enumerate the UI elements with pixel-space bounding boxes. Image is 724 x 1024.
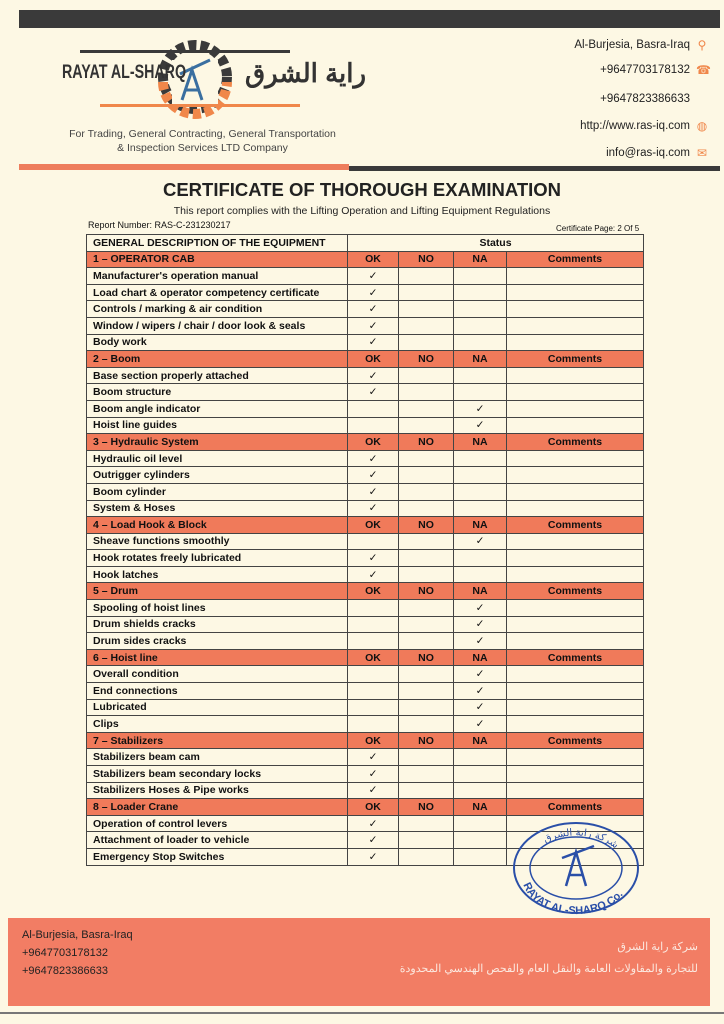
status-cell-na: [454, 367, 507, 384]
footer-ar-line1: شركة راية الشرق: [617, 941, 698, 953]
status-cell-no: [399, 317, 454, 334]
phone1-text: +9647703178132: [600, 64, 690, 76]
column-header-no: NO: [399, 251, 454, 268]
comments-cell: [507, 683, 644, 700]
footer-ar-line2: للتجارة والمقاولات العامة والنقل العام والفحص الهندسي المحدودة: [399, 963, 698, 975]
status-cell-no: [399, 699, 454, 716]
table-row: [87, 699, 644, 716]
check-mark-icon: ✓: [348, 301, 399, 318]
address-text: Al-Burjesia, Basra-Iraq: [574, 39, 690, 51]
check-mark-icon: ✓: [454, 616, 507, 633]
status-cell-no: [399, 749, 454, 766]
column-header-no: NO: [399, 351, 454, 368]
check-mark-icon: ✓: [454, 716, 507, 733]
check-mark-icon: ✓: [348, 815, 399, 832]
item-label: Load chart & operator competency certificate: [87, 284, 348, 301]
comments-cell: [507, 666, 644, 683]
table-row: [87, 749, 644, 766]
check-mark-icon: ✓: [348, 848, 399, 865]
comments-cell: [507, 450, 644, 467]
check-mark-icon: ✓: [348, 483, 399, 500]
status-cell-no: [399, 633, 454, 650]
check-mark-icon: ✓: [348, 384, 399, 401]
table-row: [87, 550, 644, 567]
tagline-line1: For Trading, General Contracting, General Transportation: [69, 128, 336, 140]
item-label: Hook latches: [87, 566, 348, 583]
divider-orange: [19, 164, 349, 170]
contact-email[interactable]: [606, 147, 708, 159]
section-title: 7 – Stabilizers: [87, 732, 348, 749]
column-header-ok: OK: [348, 583, 399, 600]
table-row: [87, 683, 644, 700]
comments-cell: [507, 716, 644, 733]
section-header-row: [87, 351, 644, 368]
location-pin-icon: ⚲: [697, 38, 707, 52]
company-stamp: [512, 820, 640, 916]
column-header-na: NA: [454, 351, 507, 368]
comments-cell: [507, 616, 644, 633]
status-cell-na: [454, 566, 507, 583]
item-label: Boom structure: [87, 384, 348, 401]
comments-cell: [507, 301, 644, 318]
status-cell-ok: [348, 699, 399, 716]
status-cell-no: [399, 367, 454, 384]
item-label: Hook rotates freely lubricated: [87, 550, 348, 567]
globe-icon: ◍: [696, 119, 708, 133]
status-cell-no: [399, 284, 454, 301]
contact-phone2: [600, 93, 690, 105]
table-row: [87, 666, 644, 683]
check-mark-icon: ✓: [454, 533, 507, 550]
column-header-no: NO: [399, 799, 454, 816]
table-row: [87, 566, 644, 583]
check-mark-icon: ✓: [348, 284, 399, 301]
divider-dark: [349, 166, 720, 171]
section-title: 1 – OPERATOR CAB: [87, 251, 348, 268]
table-row: [87, 766, 644, 783]
tagline-line2: & Inspection Services LTD Company: [117, 142, 288, 154]
status-cell-no: [399, 334, 454, 351]
item-label: Attachment of loader to vehicle: [87, 832, 348, 849]
section-title: 8 – Loader Crane: [87, 799, 348, 816]
comments-cell: [507, 467, 644, 484]
status-cell-no: [399, 815, 454, 832]
header-bar: [19, 10, 720, 28]
section-header-row: [87, 434, 644, 451]
status-cell-na: [454, 467, 507, 484]
status-cell-no: [399, 268, 454, 285]
status-cell-no: [399, 384, 454, 401]
status-cell-na: [454, 334, 507, 351]
desc-header: GENERAL DESCRIPTION OF THE EQUIPMENT: [87, 235, 348, 252]
column-header-comments: Comments: [507, 583, 644, 600]
check-mark-icon: ✓: [348, 450, 399, 467]
column-header-ok: OK: [348, 649, 399, 666]
email-link[interactable]: info@ras-iq.com: [606, 147, 690, 159]
section-title: 6 – Hoist line: [87, 649, 348, 666]
status-cell-ok: [348, 600, 399, 617]
section-header-row: [87, 799, 644, 816]
item-label: Boom cylinder: [87, 483, 348, 500]
column-header-no: NO: [399, 649, 454, 666]
column-header-na: NA: [454, 434, 507, 451]
company-tagline: [50, 127, 355, 155]
check-mark-icon: ✓: [348, 500, 399, 517]
logo-text-ar: راية الشرق: [245, 58, 367, 88]
table-row: [87, 782, 644, 799]
check-mark-icon: ✓: [348, 550, 399, 567]
comments-cell: [507, 782, 644, 799]
comments-cell: [507, 367, 644, 384]
check-mark-icon: ✓: [348, 782, 399, 799]
item-label: Window / wipers / chair / door look & seals: [87, 317, 348, 334]
column-header-ok: OK: [348, 732, 399, 749]
status-cell-na: [454, 500, 507, 517]
table-row: [87, 533, 644, 550]
table-row: [87, 301, 644, 318]
table-row: [87, 633, 644, 650]
column-header-no: NO: [399, 732, 454, 749]
status-cell-no: [399, 666, 454, 683]
footer-arabic: [400, 936, 698, 980]
column-header-no: NO: [399, 434, 454, 451]
status-cell-no: [399, 566, 454, 583]
item-label: Drum sides cracks: [87, 633, 348, 650]
item-label: Lubricated: [87, 699, 348, 716]
status-cell-no: [399, 782, 454, 799]
item-label: Clips: [87, 716, 348, 733]
examination-table: [86, 234, 644, 866]
status-cell-ok: [348, 417, 399, 434]
comments-cell: [507, 699, 644, 716]
footer-address: Al-Burjesia, Basra-Iraq: [22, 929, 133, 941]
status-cell-ok: [348, 533, 399, 550]
stamp-text-ar: شركة راية الشرق: [541, 827, 621, 852]
table-row: [87, 467, 644, 484]
mail-icon: ✉: [696, 146, 708, 160]
section-title: 5 – Drum: [87, 583, 348, 600]
column-header-ok: OK: [348, 351, 399, 368]
phone-icon: ☎: [696, 63, 711, 77]
status-cell-ok: [348, 666, 399, 683]
comments-cell: [507, 749, 644, 766]
status-cell-no: [399, 500, 454, 517]
status-cell-na: [454, 766, 507, 783]
column-header-no: NO: [399, 517, 454, 534]
item-label: Stabilizers Hoses & Pipe works: [87, 782, 348, 799]
item-label: Operation of control levers: [87, 815, 348, 832]
check-mark-icon: ✓: [454, 666, 507, 683]
status-cell-na: [454, 749, 507, 766]
logo-text-en: RAYAT AL-SHARQ: [62, 62, 187, 83]
item-label: End connections: [87, 683, 348, 700]
contact-website[interactable]: [580, 120, 708, 132]
check-mark-icon: ✓: [348, 334, 399, 351]
section-header-row: [87, 583, 644, 600]
comments-cell: [507, 384, 644, 401]
contact-address: [574, 39, 708, 51]
status-cell-ok: [348, 400, 399, 417]
status-cell-no: [399, 550, 454, 567]
item-label: Stabilizers beam cam: [87, 749, 348, 766]
comments-cell: [507, 317, 644, 334]
status-cell-no: [399, 301, 454, 318]
check-mark-icon: ✓: [454, 400, 507, 417]
status-cell-na: [454, 450, 507, 467]
item-label: System & Hoses: [87, 500, 348, 517]
status-cell-no: [399, 616, 454, 633]
check-mark-icon: ✓: [454, 600, 507, 617]
item-label: Sheave functions smoothly: [87, 533, 348, 550]
check-mark-icon: ✓: [348, 566, 399, 583]
item-label: Controls / marking & air condition: [87, 301, 348, 318]
section-title: 4 – Load Hook & Block: [87, 517, 348, 534]
stamp-text: RAYAT AL-SHARQ Co.: [520, 880, 626, 916]
table-row: [87, 367, 644, 384]
item-label: Hoist line guides: [87, 417, 348, 434]
column-header-na: NA: [454, 649, 507, 666]
comments-cell: [507, 766, 644, 783]
comments-cell: [507, 566, 644, 583]
column-header-no: NO: [399, 583, 454, 600]
check-mark-icon: ✓: [454, 699, 507, 716]
comments-cell: [507, 633, 644, 650]
column-header-comments: Comments: [507, 517, 644, 534]
table-row: [87, 400, 644, 417]
comments-cell: [507, 550, 644, 567]
status-cell-no: [399, 766, 454, 783]
check-mark-icon: ✓: [348, 367, 399, 384]
table-row: [87, 317, 644, 334]
section-header-row: [87, 251, 644, 268]
check-mark-icon: ✓: [348, 832, 399, 849]
column-header-comments: Comments: [507, 251, 644, 268]
status-cell-ok: [348, 683, 399, 700]
column-header-comments: Comments: [507, 799, 644, 816]
comments-cell: [507, 483, 644, 500]
footer-phone2: +9647823386633: [22, 965, 108, 977]
item-label: Boom angle indicator: [87, 400, 348, 417]
item-label: Manufacturer's operation manual: [87, 268, 348, 285]
table-header-row: [87, 235, 644, 252]
status-cell-no: [399, 716, 454, 733]
status-cell-na: [454, 268, 507, 285]
comments-cell: [507, 334, 644, 351]
comments-cell: [507, 268, 644, 285]
section-header-row: [87, 517, 644, 534]
status-cell-na: [454, 301, 507, 318]
check-mark-icon: ✓: [348, 766, 399, 783]
column-header-comments: Comments: [507, 434, 644, 451]
document-subtitle: This report complies with the Lifting Operation and Lifting Equipment Regulations: [173, 205, 551, 217]
comments-cell: [507, 417, 644, 434]
item-label: Hydraulic oil level: [87, 450, 348, 467]
section-title: 3 – Hydraulic System: [87, 434, 348, 451]
column-header-ok: OK: [348, 251, 399, 268]
table-row: [87, 483, 644, 500]
check-mark-icon: ✓: [348, 268, 399, 285]
table-row: [87, 600, 644, 617]
item-label: Body work: [87, 334, 348, 351]
column-header-na: NA: [454, 251, 507, 268]
item-label: Base section properly attached: [87, 367, 348, 384]
item-label: Stabilizers beam secondary locks: [87, 766, 348, 783]
check-mark-icon: ✓: [348, 317, 399, 334]
status-cell-na: [454, 782, 507, 799]
comments-cell: [507, 600, 644, 617]
column-header-comments: Comments: [507, 649, 644, 666]
status-cell-no: [399, 848, 454, 865]
item-label: Outrigger cylinders: [87, 467, 348, 484]
table-row: [87, 284, 644, 301]
footer-contacts: [22, 926, 133, 980]
status-cell-na: [454, 483, 507, 500]
section-header-row: [87, 649, 644, 666]
status-cell-ok: [348, 633, 399, 650]
check-mark-icon: ✓: [454, 683, 507, 700]
comments-cell: [507, 284, 644, 301]
comments-cell: [507, 400, 644, 417]
check-mark-icon: ✓: [454, 633, 507, 650]
status-cell-na: [454, 832, 507, 849]
table-row: [87, 616, 644, 633]
table-row: [87, 417, 644, 434]
status-cell-na: [454, 550, 507, 567]
comments-cell: [507, 500, 644, 517]
document-title: CERTIFICATE OF THOROUGH EXAMINATION: [162, 179, 562, 200]
column-header-comments: Comments: [507, 732, 644, 749]
check-mark-icon: ✓: [348, 467, 399, 484]
footer-phone1: +9647703178132: [22, 947, 108, 959]
column-header-ok: OK: [348, 799, 399, 816]
status-cell-no: [399, 450, 454, 467]
status-cell-ok: [348, 716, 399, 733]
report-number: Report Number: RAS-C-231230217: [88, 220, 231, 230]
column-header-na: NA: [454, 583, 507, 600]
table-row: [87, 450, 644, 467]
column-header-na: NA: [454, 799, 507, 816]
footer-band: [8, 918, 710, 1006]
table-row: [87, 500, 644, 517]
comments-cell: [507, 533, 644, 550]
check-mark-icon: ✓: [454, 417, 507, 434]
status-cell-no: [399, 467, 454, 484]
column-header-ok: OK: [348, 434, 399, 451]
table-row: [87, 716, 644, 733]
table-row: [87, 384, 644, 401]
column-header-na: NA: [454, 517, 507, 534]
status-cell-no: [399, 683, 454, 700]
status-cell-no: [399, 400, 454, 417]
status-cell-no: [399, 533, 454, 550]
table-row: [87, 268, 644, 285]
status-cell-na: [454, 384, 507, 401]
item-label: Overall condition: [87, 666, 348, 683]
status-cell-no: [399, 483, 454, 500]
section-title: 2 – Boom: [87, 351, 348, 368]
status-cell-no: [399, 832, 454, 849]
phone2-text: +9647823386633: [600, 93, 690, 105]
section-header-row: [87, 732, 644, 749]
status-header: Status: [348, 235, 644, 252]
certificate-page: Certificate Page: 2 Of 5: [556, 224, 640, 233]
website-link[interactable]: http://www.ras-iq.com: [580, 120, 690, 132]
status-cell-na: [454, 317, 507, 334]
item-label: Drum shields cracks: [87, 616, 348, 633]
status-cell-na: [454, 815, 507, 832]
column-header-na: NA: [454, 732, 507, 749]
table-row: [87, 334, 644, 351]
check-mark-icon: ✓: [348, 749, 399, 766]
item-label: Emergency Stop Switches: [87, 848, 348, 865]
item-label: Spooling of hoist lines: [87, 600, 348, 617]
svg-text:شركة راية الشرق: [542, 827, 620, 851]
status-cell-na: [454, 284, 507, 301]
status-cell-ok: [348, 616, 399, 633]
bottom-rule: [0, 1012, 724, 1014]
status-cell-no: [399, 600, 454, 617]
column-header-ok: OK: [348, 517, 399, 534]
status-cell-na: [454, 848, 507, 865]
status-cell-no: [399, 417, 454, 434]
contact-phone1: [600, 63, 711, 77]
column-header-comments: Comments: [507, 351, 644, 368]
